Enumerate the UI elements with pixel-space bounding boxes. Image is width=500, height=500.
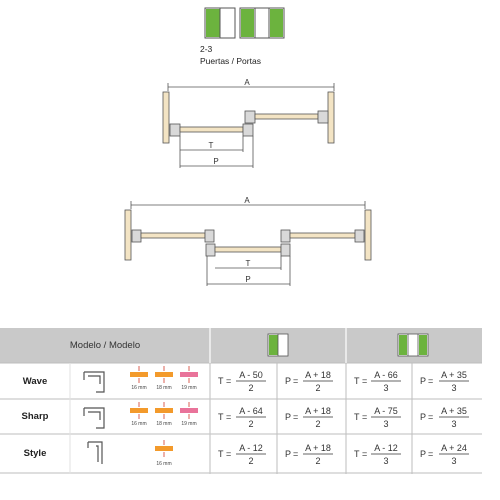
right-side-panel <box>365 210 371 260</box>
svg-text:T: T <box>218 449 224 459</box>
table-grid <box>0 328 482 474</box>
model-name-style: Style <box>23 448 47 459</box>
svg-text:A - 66: A - 66 <box>374 370 398 380</box>
svg-text:T: T <box>354 412 360 422</box>
thickness-swatches-style <box>155 440 173 457</box>
formula-cell <box>420 406 469 429</box>
formula-cell <box>354 406 401 429</box>
door-profile <box>318 111 328 123</box>
formula-cell <box>354 370 401 393</box>
svg-text:3: 3 <box>383 456 389 466</box>
svg-text:2: 2 <box>248 383 254 393</box>
size-label: 19 mm <box>181 385 197 391</box>
svg-text:A + 18: A + 18 <box>305 443 331 453</box>
dim-label-p: P <box>213 157 219 166</box>
formula-cell <box>420 443 469 466</box>
size-label: 18 mm <box>156 385 172 391</box>
svg-text:2: 2 <box>248 456 254 466</box>
svg-text:T: T <box>354 376 360 386</box>
formula-cell <box>285 443 333 466</box>
door-profile <box>206 244 215 256</box>
svg-text:2: 2 <box>315 383 321 393</box>
svg-text:A - 12: A - 12 <box>239 443 263 453</box>
svg-text:3: 3 <box>383 419 389 429</box>
size-label: 18 mm <box>156 421 172 427</box>
dim-label-a: A <box>244 78 250 87</box>
three-door-icon <box>398 334 428 356</box>
formula-cell <box>285 370 333 393</box>
svg-text:P: P <box>285 376 292 386</box>
svg-text:P: P <box>420 376 427 386</box>
svg-text:P: P <box>420 449 427 459</box>
svg-text:A + 24: A + 24 <box>441 443 467 453</box>
two-door-icon <box>268 334 288 356</box>
sharp-profile-icon <box>84 408 104 428</box>
three-door-plan <box>125 201 371 286</box>
formula-cell <box>218 406 266 429</box>
svg-text:T: T <box>218 412 224 422</box>
door-panel <box>215 247 281 252</box>
svg-text:2: 2 <box>315 419 321 429</box>
formula-cell <box>218 370 266 393</box>
svg-text:=: = <box>293 449 299 459</box>
left-side-panel <box>125 210 131 260</box>
svg-text:P: P <box>420 412 427 422</box>
door-panel <box>255 114 318 119</box>
svg-text:A + 18: A + 18 <box>305 370 331 380</box>
door-profile <box>243 124 253 136</box>
door-profile <box>170 124 180 136</box>
door-profile <box>132 230 141 242</box>
svg-text:=: = <box>428 449 434 459</box>
size-label: 16 mm <box>131 421 147 427</box>
door-profile <box>281 230 290 242</box>
svg-text:A - 12: A - 12 <box>374 443 398 453</box>
door-count-label: 2-3 <box>200 44 213 54</box>
size-label: 16 mm <box>156 461 172 467</box>
thickness-swatches-wave <box>130 366 198 383</box>
wave-profile-icon <box>84 372 104 392</box>
svg-text:=: = <box>362 449 368 459</box>
two-door-icon <box>205 8 235 38</box>
door-type-label: Puertas / Portas <box>200 56 261 66</box>
svg-text:A - 75: A - 75 <box>374 406 398 416</box>
formula-cell <box>420 370 469 393</box>
door-profile <box>205 230 214 242</box>
dim-label-t: T <box>208 141 214 150</box>
svg-text:P: P <box>285 449 292 459</box>
svg-text:=: = <box>362 412 368 422</box>
formula-cell <box>218 443 266 466</box>
door-profile <box>245 111 255 123</box>
door-panel <box>180 127 243 132</box>
size-label: 19 mm <box>181 421 197 427</box>
left-side-panel <box>163 92 169 143</box>
svg-text:3: 3 <box>451 456 457 466</box>
svg-text:=: = <box>226 376 232 386</box>
right-side-panel <box>328 92 334 143</box>
two-door-plan <box>163 83 334 168</box>
door-profile <box>281 244 290 256</box>
door-panel <box>141 233 205 238</box>
svg-text:A + 18: A + 18 <box>305 406 331 416</box>
svg-text:=: = <box>226 449 232 459</box>
formula-table <box>0 328 482 474</box>
model-header: Modelo / Modelo <box>69 340 141 351</box>
svg-text:2: 2 <box>248 419 254 429</box>
svg-text:3: 3 <box>451 419 457 429</box>
svg-text:A - 64: A - 64 <box>239 406 263 416</box>
svg-text:P: P <box>285 412 292 422</box>
svg-text:3: 3 <box>451 383 457 393</box>
svg-text:A + 35: A + 35 <box>441 406 467 416</box>
svg-text:A - 50: A - 50 <box>239 370 263 380</box>
door-panel <box>290 233 355 238</box>
svg-text:=: = <box>428 376 434 386</box>
svg-text:2: 2 <box>315 456 321 466</box>
dim-label-a: A <box>244 196 250 205</box>
svg-text:T: T <box>354 449 360 459</box>
size-label: 16 mm <box>131 385 147 391</box>
svg-text:T: T <box>218 376 224 386</box>
svg-text:=: = <box>226 412 232 422</box>
svg-text:3: 3 <box>383 383 389 393</box>
svg-text:=: = <box>362 376 368 386</box>
model-name-sharp: Sharp <box>21 411 49 422</box>
model-name-wave: Wave <box>22 375 48 387</box>
svg-text:=: = <box>293 376 299 386</box>
svg-text:=: = <box>293 412 299 422</box>
formula-cell <box>285 406 333 429</box>
svg-text:=: = <box>428 412 434 422</box>
style-profile-icon <box>88 442 102 464</box>
thickness-swatches-sharp <box>130 402 198 419</box>
dim-label-t: T <box>245 259 251 268</box>
dim-label-p: P <box>245 275 251 284</box>
door-profile <box>355 230 364 242</box>
svg-text:A + 35: A + 35 <box>441 370 467 380</box>
three-door-icon <box>240 8 284 38</box>
formula-cell <box>354 443 401 466</box>
